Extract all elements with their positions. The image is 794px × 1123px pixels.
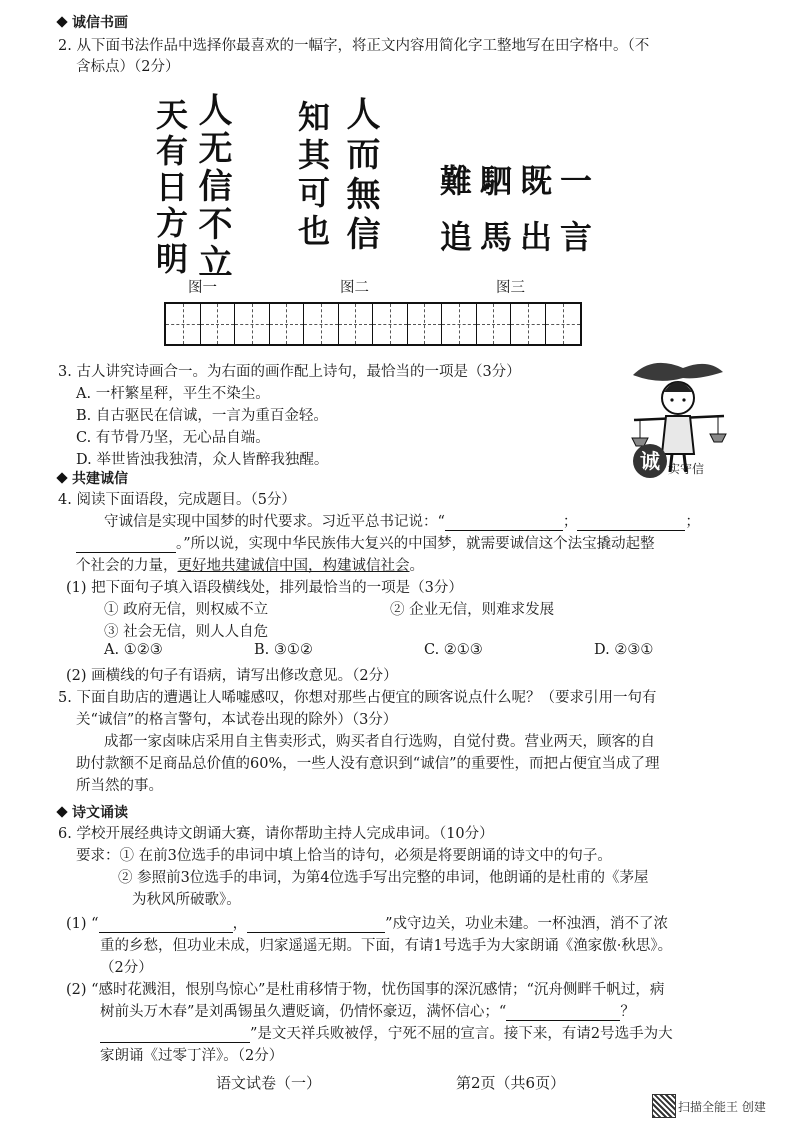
section-title-calligraphy: 诚信书画 [58,12,128,32]
q4-passage-line2: 。”所以说，实现中华民族伟大复兴的中国梦，就需要诚信这个法宝撬动起整 [76,532,655,553]
grid-cell[interactable] [201,304,236,344]
q6-item1-line2: 重的乡愁，但功业未成，归家遥遥无期。下面，有请1号选手为大家朗诵《渔家傲·秋思》。 [100,938,673,954]
q4-passage-line1: 守诚信是实现中国梦的时代要求。习近平总书记说：“ ； ； [104,514,700,530]
grid-cell[interactable] [408,304,443,344]
grid-cell[interactable] [546,304,581,344]
q4-blank-3[interactable] [76,536,176,553]
q5-stem-line1: 5. 下面自助店的遭遇让人唏嘘感叹，你想对那些占便宜的顾客说点什么呢？（要求引用一句有 [58,690,657,706]
q2-stem-line2: 含标点）（2分） [76,59,180,75]
fig1-calligraphy-left: 天有日方明 [151,98,189,278]
q4-choice-b: B. ③①② [254,642,313,658]
q5-passage-line3: 所当然的事。 [76,778,163,794]
grid-cell[interactable] [235,304,270,344]
qr-code-icon [652,1094,676,1118]
q4-choice-d: D. ②③① [594,642,654,658]
q6-item2-line3: ”是文天祥兵败被俘，宁死不屈的宣言。接下来，有请2号选手为大 [100,1022,673,1043]
q6-item2-line1: (2) “感时花溅泪，恨别鸟惊心”是杜甫移情于物，忧伤国事的深沉感情；“沉舟侧畔千帆过，病 [66,982,665,998]
q5-passage-line1: 成都一家卤味店采用自主售卖形式，购买者自行选购，自觉付费。营业两天，顾客的自 [104,734,655,750]
q4-stem: 4. 阅读下面语段，完成题目。（5分） [58,492,296,508]
fig3-caption: 图三 [496,280,525,296]
q4-sentence-1: ① 政府无信，则权威不立 [104,602,269,618]
q6-item1-line3: （2分） [100,960,153,976]
q3-option-b: B. 自古驱民在信诚，一言为重百金轻。 [76,408,328,424]
fig1-caption: 图一 [188,280,217,296]
q6-requirement-2: ② 参照前3位选手的串词，为第4位选手写出完整的串词，他朗诵的是杜甫的《茅屋 [118,870,649,886]
q6-stem: 6. 学校开展经典诗文朗诵大赛，请你帮助主持人完成串词。（10分） [58,826,494,842]
q5-passage-line2: 助付款额不足商品总价值的60%，一些人没有意识到“诚信”的重要性，而把占便宜当成了理 [76,756,660,772]
q4-choice-c: C. ②①③ [424,642,483,658]
q6-item2-line2: 树前头万木春”是刘禹锡虽久遭贬谪，仍情怀豪迈，满怀信心；“ ？ [100,1004,635,1020]
q5-stem-line2: 关“诚信”的格言警句，本试卷出现的除外）（3分） [76,712,398,728]
fig2-calligraphy-left: 知其可也 [293,100,331,252]
grid-cell[interactable] [166,304,201,344]
section-title-poetry-recitation: 诗文诵读 [58,802,128,822]
grid-cell[interactable] [270,304,305,344]
grid-cell[interactable] [442,304,477,344]
fig1-calligraphy-right: 人无信不立 [192,92,232,282]
diamond-icon [56,472,67,483]
scanner-watermark: 扫描全能王 创建 [678,1100,766,1114]
q4-blank-2[interactable] [577,514,685,531]
grid-cell[interactable] [339,304,374,344]
q3-option-d: D. 举世皆浊我独清，众人皆醉我独醒。 [76,452,329,468]
q4-sentence-3: ③ 社会无信，则人人自危 [104,624,269,640]
q6-item1-line1: (1) “ ， ”戍守边关，功业未建。一杯浊酒，消不了浓 [66,916,668,932]
q4-passage-line3: 个社会的力量，更好地共建诚信中国，构建诚信社会。 [76,558,424,574]
q4-sentence-2: ② 企业无信，则难求发展 [390,602,555,618]
q3-option-a: A. 一杆繁星秤，平生不染尘。 [76,386,270,402]
diamond-icon [56,16,67,27]
q6-requirement-1: 要求：① 在前3位选手的串词中填上恰当的诗句，必须是将要朗诵的诗文中的句子。 [76,848,612,864]
q4-choice-a: A. ①②③ [104,642,163,658]
fig3-calligraphy-row2: 追馬出言 [440,218,601,256]
q6-blank-3[interactable] [506,1004,620,1021]
q4-blank-1[interactable] [445,514,563,531]
q4-underlined-sentence: 更好地共建诚信中国，构建诚信社会 [177,558,410,574]
q6-blank-4[interactable] [100,1026,250,1043]
grid-cell[interactable] [304,304,339,344]
grid-cell[interactable] [477,304,512,344]
q4-sub2: (2) 画横线的句子有语病，请写出修改意见。（2分） [66,668,398,684]
q3-option-c: C. 有节骨乃坚，无心品自端。 [76,430,270,446]
grid-cell[interactable] [373,304,408,344]
footer-exam-title: 语文试卷（一） [216,1074,322,1092]
q4-sub1: (1) 把下面句子填入语段横线处，排列最恰当的一项是（3分） [66,580,463,596]
q3-stem: 3. 古人讲究诗画合一。为右面的画作配上诗句，最恰当的一项是（3分） [58,364,521,380]
footer-page-number: 第2页（共6页） [456,1074,566,1092]
seal-caption: 实守信 [668,462,705,476]
q6-item2-line4: 家朗诵《过零丁洋》。（2分） [100,1048,284,1064]
seal-badge: 诚 [633,444,667,478]
fig2-caption: 图二 [340,280,369,296]
grid-cell[interactable] [511,304,546,344]
fig3-calligraphy-row1: 難駟既一 [440,162,601,200]
diamond-icon [56,806,67,817]
section-title-build-integrity: 共建诚信 [58,468,128,488]
q2-stem-line1: 2. 从下面书法作品中选择你最喜欢的一幅字，将正文内容用简化字工整地写在田字格中。（不 [58,38,650,54]
q6-requirement-3: 为秋风所破歌》。 [132,892,241,908]
fig2-calligraphy-right: 人而無信 [340,96,380,256]
q6-blank-2[interactable] [247,916,385,933]
tianzige-grid[interactable] [164,302,582,346]
q6-blank-1[interactable] [99,916,233,933]
